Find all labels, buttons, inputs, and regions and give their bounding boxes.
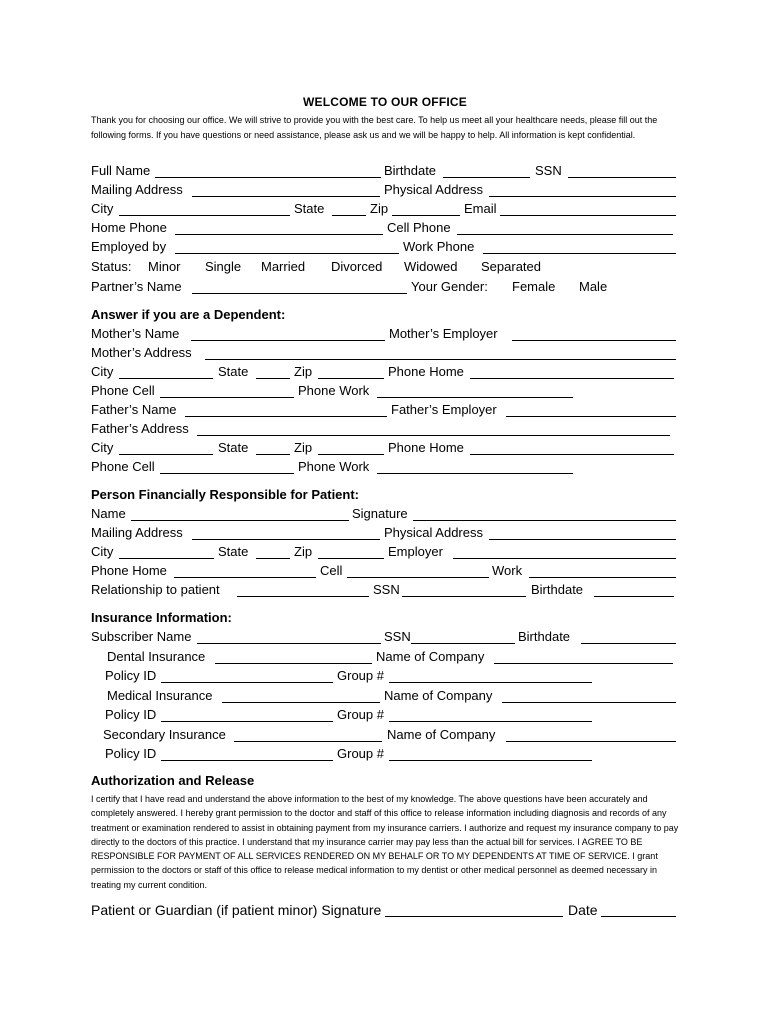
row-full-name	[91, 162, 681, 180]
dental-policy-field[interactable]	[161, 682, 333, 683]
mailing-address-label: Mailing Address	[91, 182, 183, 197]
father-state-field[interactable]	[256, 454, 290, 455]
responsible-employer-label: Employer	[388, 544, 443, 559]
medical-insurance-label: Medical Insurance	[107, 688, 213, 703]
subscriber-name-label: Subscriber Name	[91, 629, 192, 644]
fathers-name-field[interactable]	[185, 416, 387, 417]
fathers-employer-label: Father’s Employer	[391, 402, 497, 417]
status-option-married[interactable]: Married	[261, 259, 306, 274]
mothers-name-label: Mother’s Name	[91, 326, 180, 341]
gender-option-female[interactable]: Female	[512, 279, 556, 294]
partners-name-label: Partner’s Name	[91, 279, 182, 294]
work-phone-label: Work Phone	[403, 239, 475, 254]
secondary-group-field[interactable]	[389, 760, 592, 761]
medical-group-label: Group #	[337, 707, 384, 722]
responsible-birthdate-label: Birthdate	[531, 582, 584, 597]
row-responsible-address	[91, 524, 681, 542]
mailing-address-field[interactable]	[192, 196, 380, 197]
authorization-heading: Authorization and Release	[91, 773, 255, 788]
email-label: Email	[464, 201, 497, 216]
dental-policy-label: Policy ID	[105, 668, 157, 683]
status-option-widowed[interactable]: Widowed	[404, 259, 458, 274]
father-phone-cell-label: Phone Cell	[91, 459, 155, 474]
insurance-heading: Insurance Information:	[91, 610, 232, 625]
row-dental	[91, 648, 681, 666]
mother-phone-cell-label: Phone Cell	[91, 383, 155, 398]
full-name-field[interactable]	[155, 177, 381, 178]
mother-phone-work-label: Phone Work	[298, 383, 370, 398]
row-mothers-name	[91, 325, 681, 343]
date-label: Date	[568, 902, 598, 918]
fathers-address-label: Father’s Address	[91, 421, 189, 436]
father-zip-field[interactable]	[318, 454, 384, 455]
row-subscriber	[91, 628, 681, 646]
row-mother-phone-cell	[91, 382, 681, 400]
medical-group-field[interactable]	[389, 721, 592, 722]
responsible-employer-field[interactable]	[453, 558, 676, 559]
status-option-divorced[interactable]: Divorced	[331, 259, 383, 274]
guardian-signature-label: Patient or Guardian (if patient minor) Signature	[91, 902, 382, 918]
fathers-name-label: Father’s Name	[91, 402, 177, 417]
responsible-zip-label: Zip	[294, 544, 313, 559]
responsible-name-field[interactable]	[131, 520, 349, 521]
subscriber-ssn-label: SSN	[384, 629, 411, 644]
work-phone-field[interactable]	[483, 253, 676, 254]
status-option-minor[interactable]: Minor	[148, 259, 181, 274]
responsible-physical-label: Physical Address	[384, 525, 483, 540]
father-city-label: City	[91, 440, 114, 455]
mother-state-field[interactable]	[256, 378, 290, 379]
row-mailing-address	[91, 181, 681, 199]
row-father-city	[91, 439, 681, 457]
mother-phone-work-field[interactable]	[377, 397, 573, 398]
fathers-employer-field[interactable]	[506, 416, 676, 417]
row-status	[91, 258, 681, 276]
responsible-mailing-label: Mailing Address	[91, 525, 183, 540]
father-phone-work-field[interactable]	[377, 473, 573, 474]
secondary-company-field[interactable]	[506, 741, 676, 742]
zip-field[interactable]	[392, 215, 460, 216]
row-secondary	[91, 726, 681, 744]
medical-policy-field[interactable]	[161, 721, 333, 722]
dental-insurance-label: Dental Insurance	[107, 649, 206, 664]
city-label: City	[91, 201, 114, 216]
responsible-physical-field[interactable]	[489, 539, 676, 540]
physical-address-field[interactable]	[489, 196, 676, 197]
employed-by-label: Employed by	[91, 239, 167, 254]
relationship-field[interactable]	[237, 596, 369, 597]
status-label: Status:	[91, 259, 132, 274]
responsible-state-label: State	[218, 544, 249, 559]
responsible-heading: Person Financially Responsible for Patient:	[91, 487, 360, 502]
responsible-city-field[interactable]	[119, 558, 214, 559]
home-phone-label: Home Phone	[91, 220, 167, 235]
cell-phone-field[interactable]	[457, 234, 673, 235]
mother-state-label: State	[218, 364, 249, 379]
birthdate-field[interactable]	[443, 177, 530, 178]
row-mother-city	[91, 363, 681, 381]
responsible-zip-field[interactable]	[318, 558, 384, 559]
responsible-birthdate-field[interactable]	[594, 596, 674, 597]
father-phone-home-field[interactable]	[470, 454, 674, 455]
responsible-cell-field[interactable]	[347, 577, 489, 578]
mothers-address-label: Mother’s Address	[91, 345, 192, 360]
row-city-state	[91, 200, 681, 218]
dental-company-field[interactable]	[494, 663, 673, 664]
fathers-address-field[interactable]	[197, 435, 670, 436]
partners-name-field[interactable]	[192, 293, 407, 294]
dental-group-field[interactable]	[389, 682, 592, 683]
subscriber-ssn-field[interactable]	[411, 643, 515, 644]
email-field[interactable]	[500, 215, 676, 216]
mother-zip-field[interactable]	[318, 378, 384, 379]
relationship-label: Relationship to patient	[91, 582, 220, 597]
form-title: WELCOME TO OUR OFFICE	[303, 95, 467, 109]
state-field[interactable]	[332, 215, 366, 216]
ssn-label: SSN	[535, 163, 562, 178]
mother-phone-cell-field[interactable]	[160, 397, 294, 398]
mothers-employer-field[interactable]	[512, 340, 676, 341]
responsible-cell-label: Cell	[320, 563, 343, 578]
mother-phone-home-field[interactable]	[470, 378, 674, 379]
row-responsible-relationship	[91, 581, 681, 599]
authorization-text: I certify that I have read and understand the above information to the best of my knowledge. The above questions have been accurately and completely answered. I hereby grant permission to the doctor and staff of this office to release information including diagnosis and records of any treatment or examination rendered to assist in obtaining payment from my insurance carriers. I authorize and request my insurance company to pay directly to the doctors of this practice. I understand that my insurance carrier may pay less than the actual bill for services. I AGREE TO BE RESPONSIBLE FOR PAYMENT OF ALL SERVICES RENDERED ON MY BEHALF OR TO MY DEPENDENTS AT TIME OF SERVICE. I grant permission to the doctors or staff of this office to release medical information to my dentist or other medical personnel as deemed necessary in treating my current condition.	[91, 794, 679, 890]
responsible-name-label: Name	[91, 506, 126, 521]
row-mothers-address	[91, 344, 681, 362]
guardian-signature-field[interactable]	[385, 916, 563, 917]
row-home-phone	[91, 219, 681, 237]
row-medical	[91, 687, 681, 705]
home-phone-field[interactable]	[175, 234, 383, 235]
zip-label: Zip	[370, 201, 389, 216]
ssn-field[interactable]	[568, 177, 676, 178]
status-option-single[interactable]: Single	[205, 259, 242, 274]
mother-city-label: City	[91, 364, 114, 379]
mothers-employer-label: Mother’s Employer	[389, 326, 498, 341]
mothers-name-field[interactable]	[191, 340, 385, 341]
subscriber-birthdate-field[interactable]	[581, 643, 676, 644]
row-secondary-policy	[91, 745, 681, 763]
cell-phone-label: Cell Phone	[387, 220, 451, 235]
medical-insurance-field[interactable]	[222, 702, 380, 703]
subscriber-birthdate-label: Birthdate	[518, 629, 571, 644]
row-signature	[91, 900, 681, 920]
row-dental-policy	[91, 667, 681, 685]
row-partner-name	[91, 278, 681, 296]
secondary-insurance-field[interactable]	[234, 741, 382, 742]
intro-paragraph: Thank you for choosing our office. We will strive to provide you with the best care. To help us meet all your healthcare needs, please fill out the following forms. If you have questions or need assistance, please ask us and we will be happy to help. All information is kept confidential.	[91, 115, 658, 140]
medical-company-field[interactable]	[502, 702, 676, 703]
dental-insurance-field[interactable]	[215, 663, 372, 664]
father-phone-cell-field[interactable]	[160, 473, 294, 474]
secondary-insurance-label: Secondary Insurance	[103, 727, 226, 742]
responsible-city-label: City	[91, 544, 114, 559]
responsible-work-field[interactable]	[529, 577, 676, 578]
city-field[interactable]	[119, 215, 290, 216]
gender-option-male[interactable]: Male	[579, 279, 608, 294]
father-state-label: State	[218, 440, 249, 455]
subscriber-name-field[interactable]	[197, 643, 381, 644]
responsible-work-label: Work	[492, 563, 523, 578]
responsible-ssn-label: SSN	[373, 582, 400, 597]
mother-city-field[interactable]	[119, 378, 213, 379]
row-responsible-name	[91, 505, 681, 523]
medical-policy-label: Policy ID	[105, 707, 157, 722]
dental-group-label: Group #	[337, 668, 384, 683]
row-responsible-city	[91, 543, 681, 561]
mother-zip-label: Zip	[294, 364, 313, 379]
row-fathers-address	[91, 420, 681, 438]
secondary-policy-field[interactable]	[161, 760, 333, 761]
responsible-phone-home-label: Phone Home	[91, 563, 167, 578]
secondary-policy-label: Policy ID	[105, 746, 157, 761]
father-phone-home-label: Phone Home	[388, 440, 464, 455]
row-employed-by	[91, 238, 681, 256]
date-field[interactable]	[601, 916, 676, 917]
father-zip-label: Zip	[294, 440, 313, 455]
responsible-state-field[interactable]	[256, 558, 290, 559]
gender-label: Your Gender:	[411, 279, 488, 294]
responsible-mailing-field[interactable]	[192, 539, 380, 540]
status-option-separated[interactable]: Separated	[481, 259, 541, 274]
responsible-phone-home-field[interactable]	[174, 577, 316, 578]
physical-address-label: Physical Address	[384, 182, 483, 197]
father-city-field[interactable]	[119, 454, 213, 455]
mother-phone-home-label: Phone Home	[388, 364, 464, 379]
responsible-signature-label: Signature	[352, 506, 408, 521]
mothers-address-field[interactable]	[205, 359, 676, 360]
father-phone-work-label: Phone Work	[298, 459, 370, 474]
row-medical-policy	[91, 706, 681, 724]
row-responsible-phones	[91, 562, 681, 580]
medical-company-label: Name of Company	[384, 688, 493, 703]
birthdate-label: Birthdate	[384, 163, 437, 178]
employed-by-field[interactable]	[175, 253, 399, 254]
responsible-ssn-field[interactable]	[402, 596, 526, 597]
row-father-phone-cell	[91, 458, 681, 476]
secondary-company-label: Name of Company	[387, 727, 496, 742]
responsible-signature-field[interactable]	[413, 520, 676, 521]
secondary-group-label: Group #	[337, 746, 384, 761]
dental-company-label: Name of Company	[376, 649, 485, 664]
full-name-label: Full Name	[91, 163, 151, 178]
dependent-heading: Answer if you are a Dependent:	[91, 307, 286, 322]
state-label: State	[294, 201, 325, 216]
row-fathers-name	[91, 401, 681, 419]
